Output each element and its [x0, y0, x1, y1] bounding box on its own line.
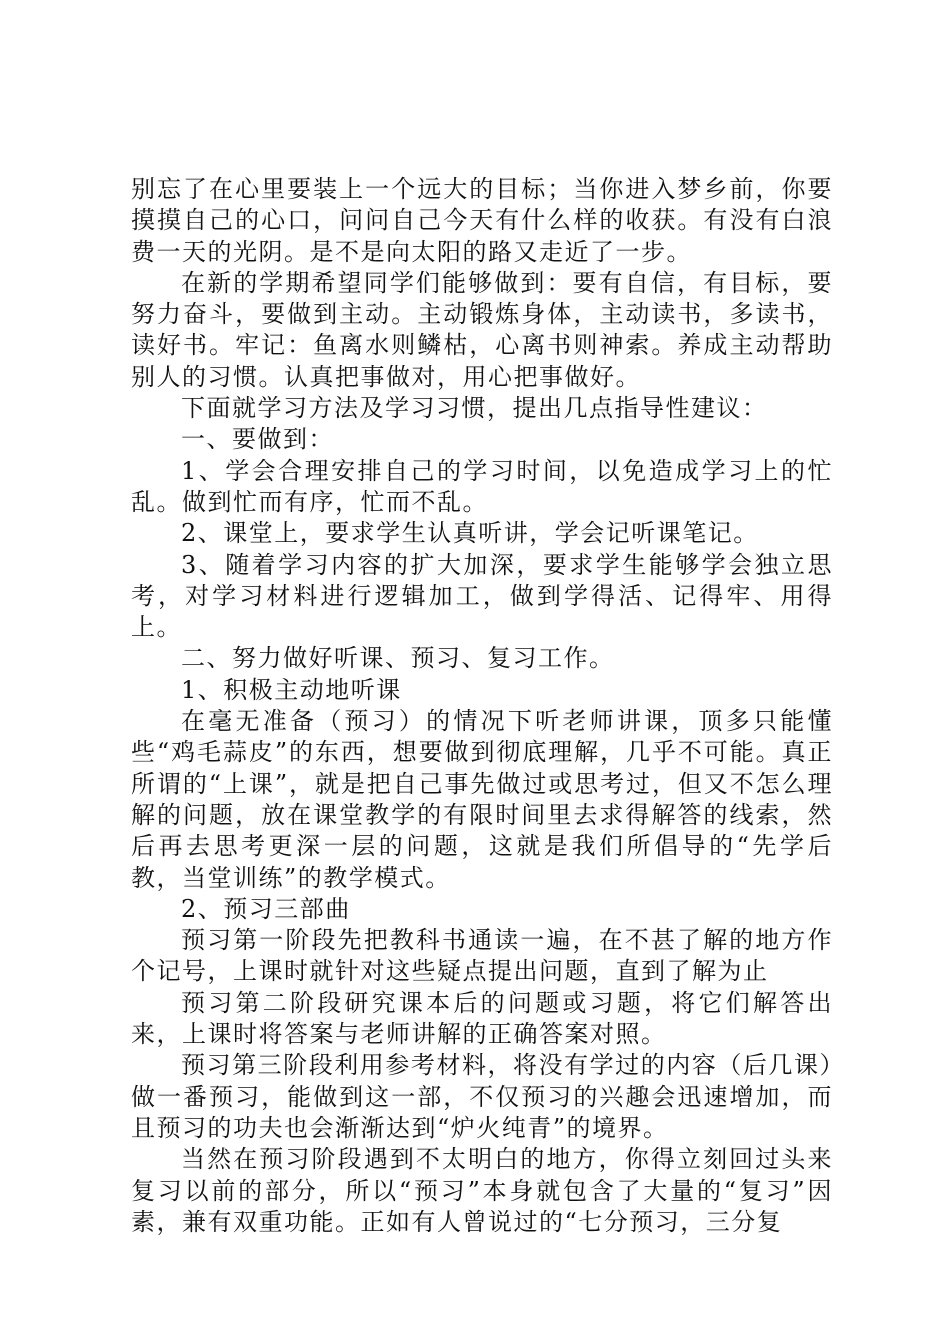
paragraph: 预习第一阶段先把教科书通读一遍，在不甚了解的地方作个记号，上课时就针对这些疑点提出问题，直到了解为止	[131, 926, 833, 986]
subsection-heading: 1、积极主动地听课	[181, 675, 402, 704]
document-body	[131, 174, 833, 1238]
list-item: 3、随着学习内容的扩大加深，要求学生能够学会独立思考，对学习材料进行逻辑加工，做到学得活、记得牢、用得上。	[131, 550, 833, 642]
paragraph: 在毫无准备（预习）的情况下听老师讲课，顶多只能懂些“鸡毛蒜皮”的东西，想要做到彻底理解，几乎不可能。真正所谓的“上课”，就是把自己事先做过或思考过，但又不怎么理解的问题，放在课堂教学的有限时间里去求得解答的线索，然后再去思考更深一层的问题，这就是我们所倡导的“先学后教，当堂训练”的教学模式。	[131, 707, 833, 892]
list-item: 2、课堂上，要求学生认真听讲，学会记听课笔记。	[181, 519, 759, 548]
paragraph: 别忘了在心里要装上一个远大的目标；当你进入梦乡前，你要摸摸自己的心口，问问自己今天有什么样的收获。有没有白浪费一天的光阴。是不是向太阳的路又走近了一步。	[131, 175, 833, 266]
paragraph: 预习第三阶段利用参考材料，将没有学过的内容（后几课）做一番预习，能做到这一部，不仅预习的兴趣会迅速增加，而且预习的功夫也会渐渐达到“炉火纯青”的境界。	[131, 1051, 833, 1142]
list-item: 1、学会合理安排自己的学习时间，以免造成学习上的忙乱。做到忙而有序，忙而不乱。	[131, 456, 833, 516]
subsection-heading: 2、预习三部曲	[181, 894, 351, 923]
paragraph: 当然在预习阶段遇到不太明白的地方，你得立刻回过头来复习以前的部分，所以“预习”本身就包含了大量的“复习”因素，兼有双重功能。正如有人曾说过的“七分预习，三分复	[131, 1145, 833, 1236]
section-heading: 一、要做到：	[181, 425, 334, 454]
section-heading: 二、努力做好听课、预习、复习工作。	[181, 644, 615, 673]
paragraph: 在新的学期希望同学们能够做到：要有自信，有目标，要努力奋斗，要做到主动。主动锻炼身体，主动读书，多读书，读好书。牢记：鱼离水则鳞枯，心离书则神索。养成主动帮助别人的习惯。认真把事做对，用心把事做好。	[131, 268, 833, 391]
paragraph: 下面就学习方法及学习习惯，提出几点指导性建议：	[181, 394, 768, 423]
paragraph: 预习第二阶段研究课本后的问题或习题，将它们解答出来，上课时将答案与老师讲解的正确答案对照。	[131, 988, 833, 1049]
